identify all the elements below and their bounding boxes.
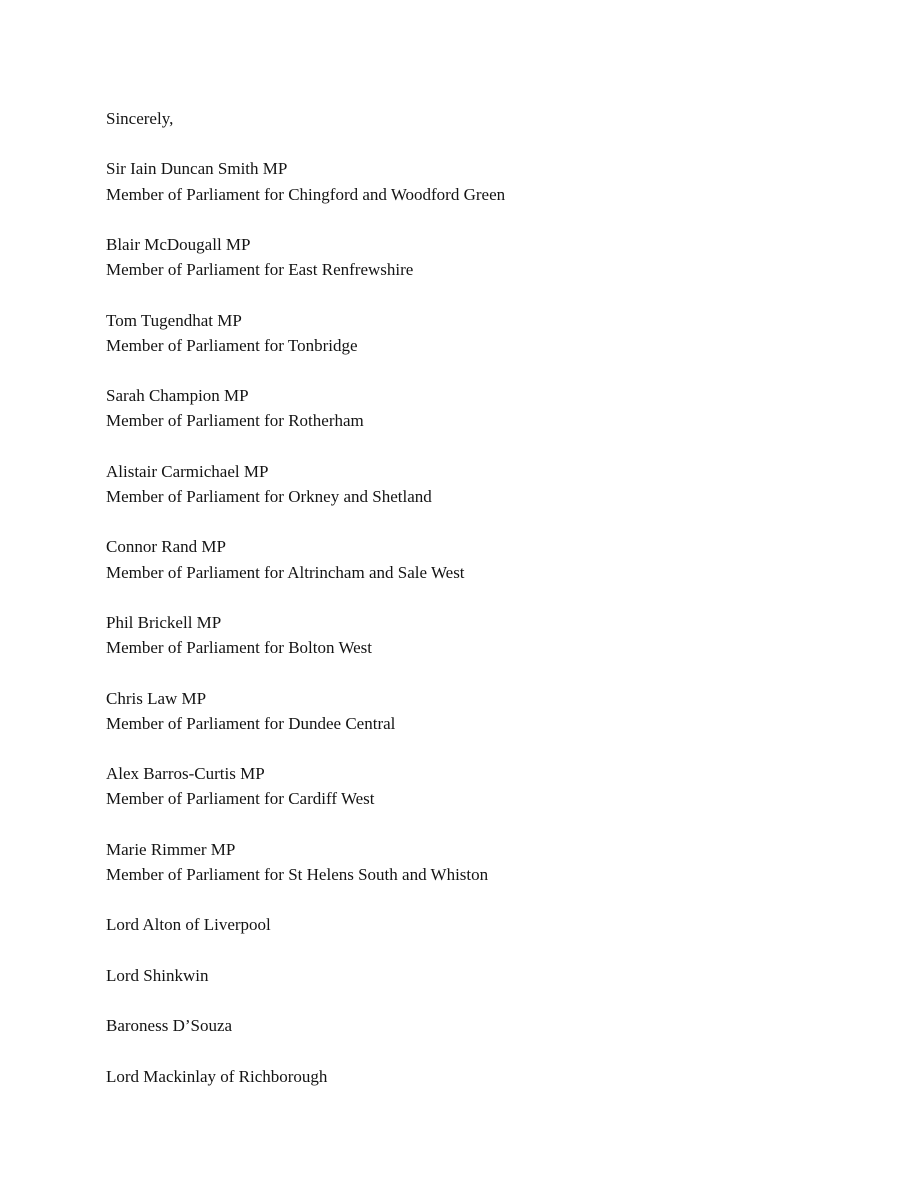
signatory-7 [106, 610, 866, 660]
signatory-role: Member of Parliament for Cardiff West [106, 789, 375, 809]
signatory-name: Phil Brickell MP [106, 612, 222, 632]
signatory-role: Member of Parliament for East Renfrewshire [106, 260, 414, 280]
signatory-11 [106, 912, 866, 937]
signatory-9 [106, 761, 866, 811]
signatory-12 [106, 963, 866, 988]
closing-salutation: Sincerely, [106, 109, 174, 128]
letter-signature-block [106, 106, 866, 1114]
signatory-8 [106, 686, 866, 736]
signatory-name: Blair McDougall MP [106, 234, 251, 254]
signatory-role: Member of Parliament for St Helens South and Whiston [106, 864, 489, 884]
signatory-name: Sir Iain Duncan Smith MP [106, 159, 288, 179]
signatory-name: Lord Shinkwin [106, 965, 209, 985]
signatory-name: Sarah Champion MP [106, 386, 249, 406]
signatory-role: Member of Parliament for Dundee Central [106, 713, 396, 733]
signatory-role: Member of Parliament for Chingford and Woodford Green [106, 184, 506, 204]
signatory-role: Member of Parliament for Tonbridge [106, 335, 358, 355]
signatory-role: Member of Parliament for Rotherham [106, 411, 364, 431]
signatory-name: Connor Rand MP [106, 537, 226, 557]
signatory-role: Member of Parliament for Bolton West [106, 638, 373, 658]
signatory-4 [106, 383, 866, 433]
signatory-name: Lord Mackinlay of Richborough [106, 1066, 328, 1086]
signatory-role: Member of Parliament for Altrincham and Sale West [106, 562, 465, 582]
signatory-name: Alistair Carmichael MP [106, 461, 269, 481]
signatory-name: Chris Law MP [106, 688, 207, 708]
signatory-5 [106, 459, 866, 509]
signatory-6 [106, 534, 866, 584]
signatory-14 [106, 1064, 866, 1089]
signatory-2 [106, 232, 866, 282]
signatory-name: Lord Alton of Liverpool [106, 915, 271, 935]
signatory-name: Marie Rimmer MP [106, 839, 236, 859]
signatory-role: Member of Parliament for Orkney and Shetland [106, 486, 432, 506]
signatory-name: Baroness D’Souza [106, 1016, 233, 1036]
signatory-10 [106, 837, 866, 887]
signatory-name: Tom Tugendhat MP [106, 310, 242, 330]
signatory-13 [106, 1013, 866, 1038]
signatory-1 [106, 156, 866, 206]
signatory-3 [106, 308, 866, 358]
signatory-name: Alex Barros-Curtis MP [106, 764, 265, 784]
